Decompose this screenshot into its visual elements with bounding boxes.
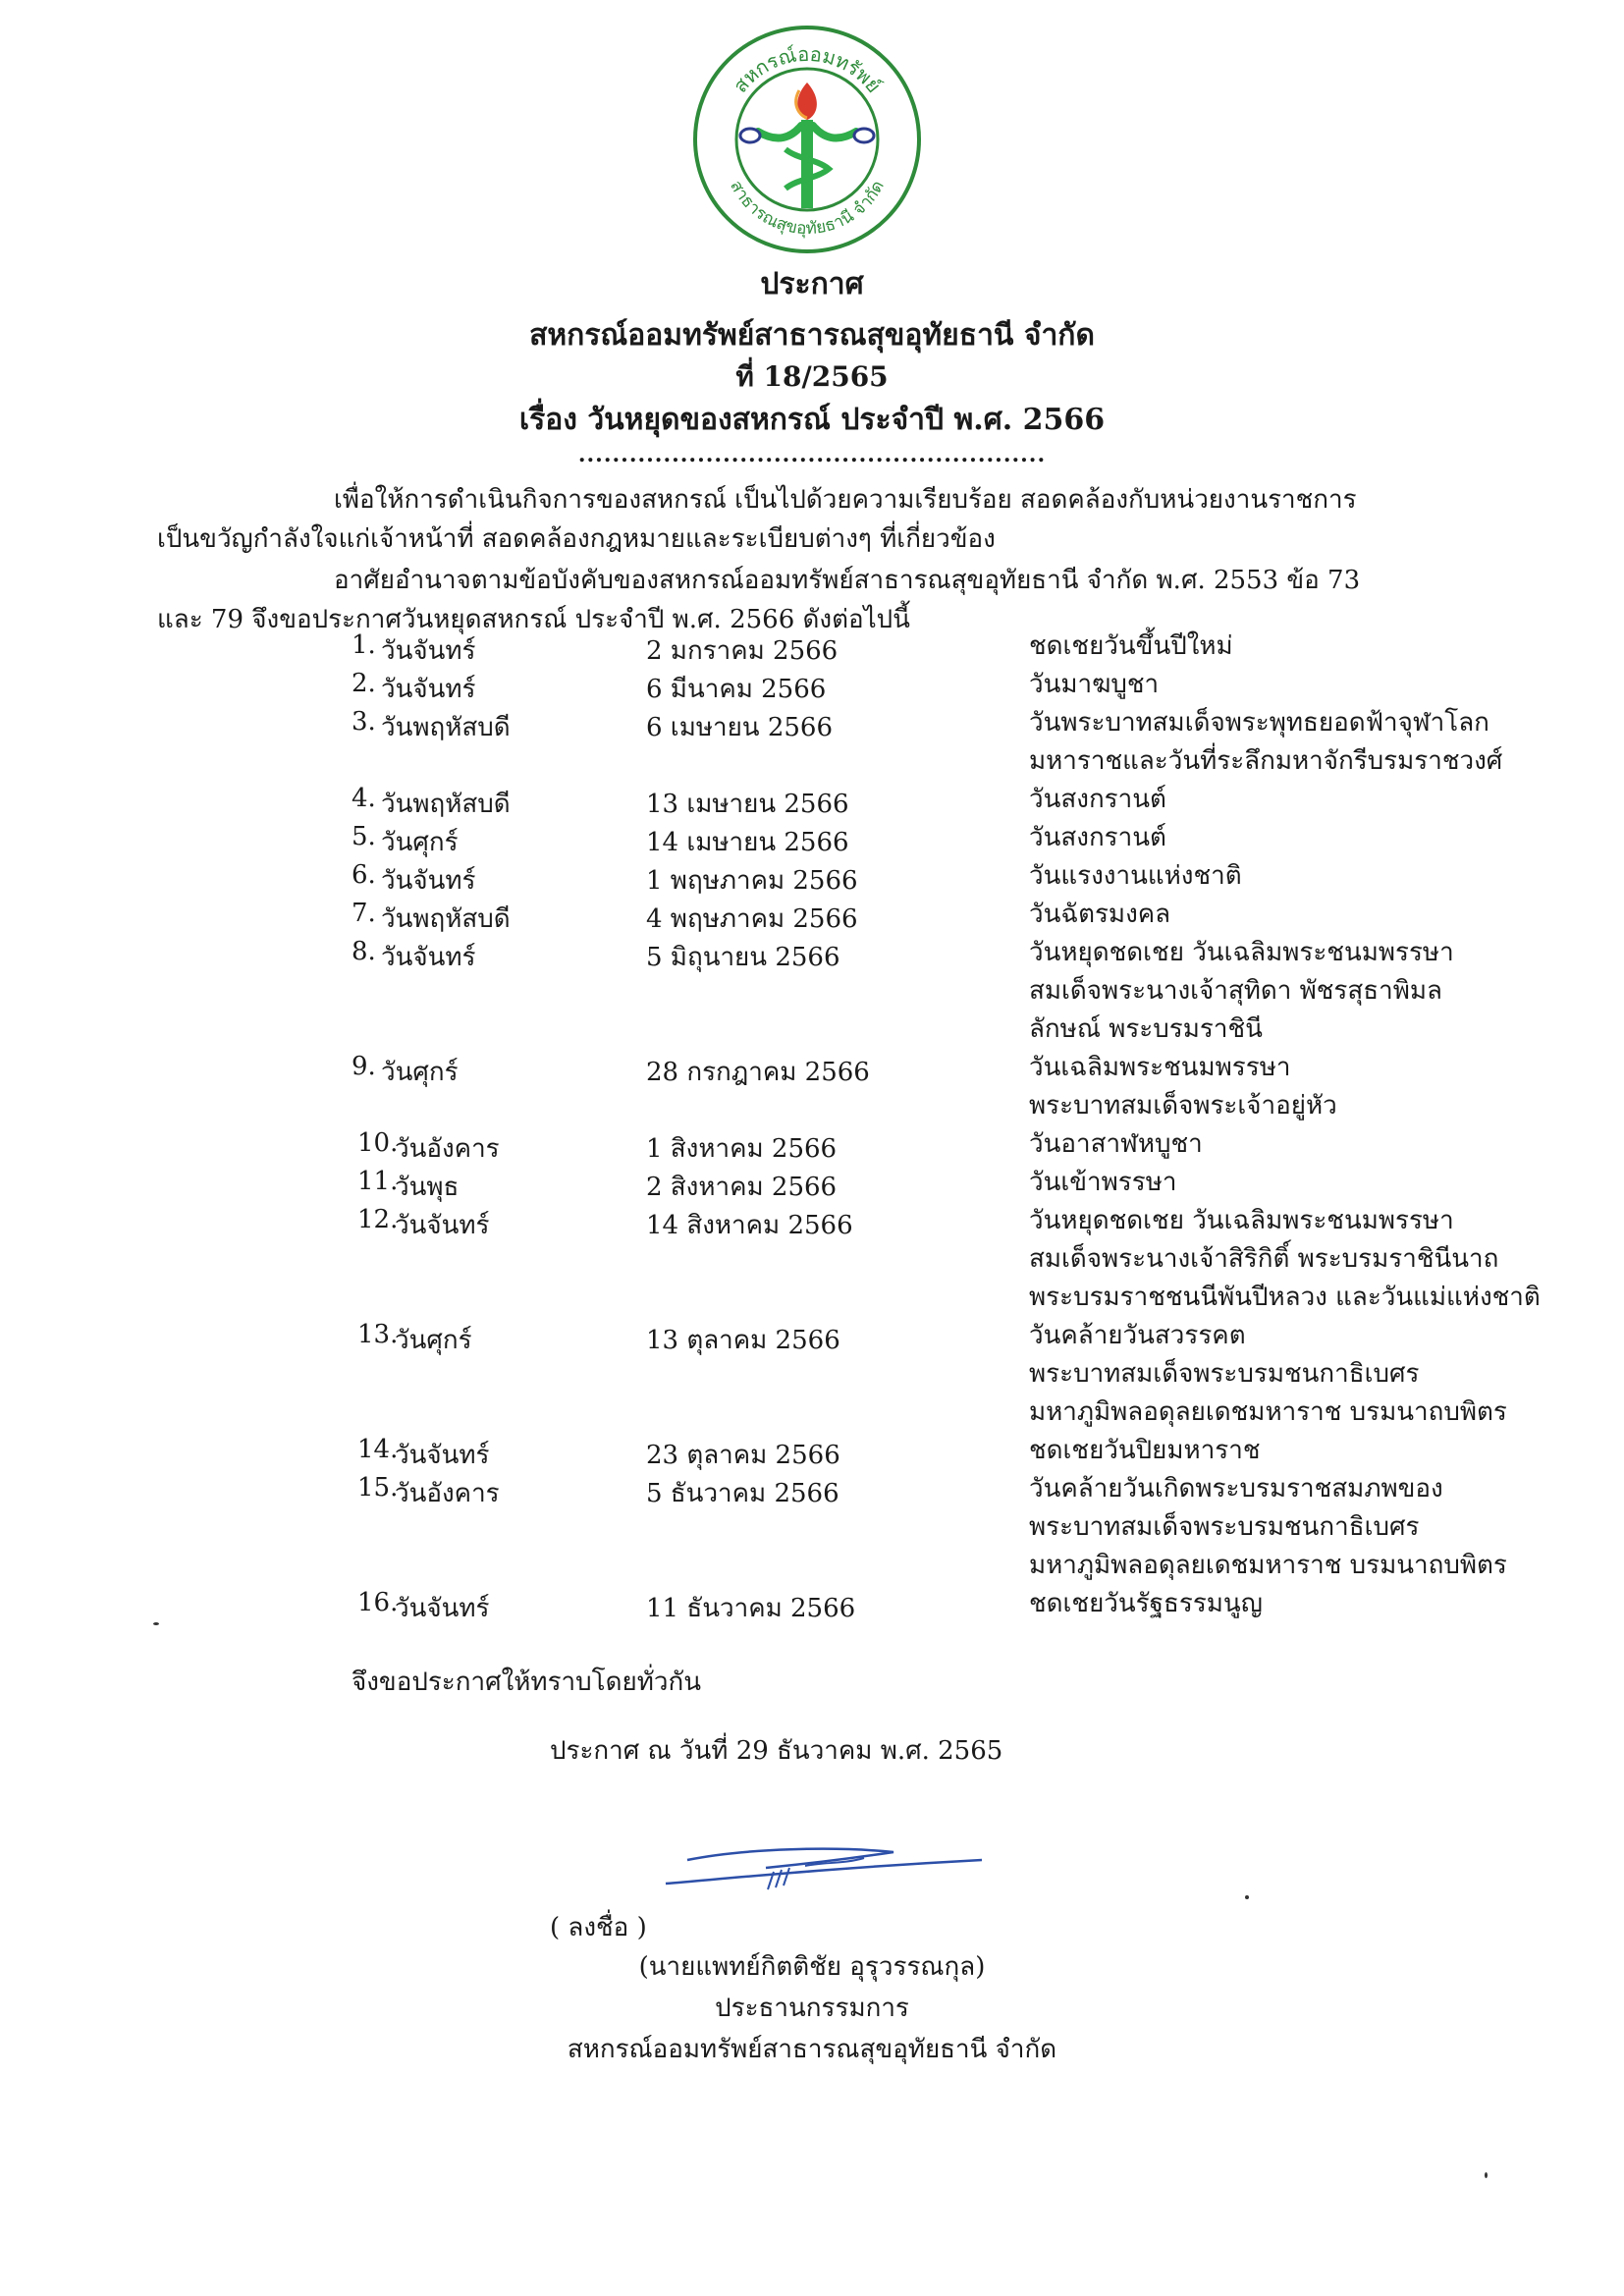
scan-speck xyxy=(1245,1895,1249,1899)
separator-dots: ....................................................... xyxy=(577,442,1047,467)
holiday-description xyxy=(1029,1164,1176,1202)
holiday-day: วันจันทร์ xyxy=(381,636,476,666)
holiday-description-line: มหาภูมิพลอดุลยเดชมหาราช บรมนาถบพิตร xyxy=(1029,1397,1507,1427)
holiday-number: 10. xyxy=(357,1128,399,1158)
holiday-description xyxy=(1029,1585,1263,1623)
holiday-day: วันอังคาร xyxy=(395,1479,500,1508)
holiday-date: 14 สิงหาคม 2566 xyxy=(646,1211,853,1240)
holiday-description-line: วันฉัตรมงคล xyxy=(1029,900,1171,929)
scan-speck xyxy=(153,1622,159,1625)
holiday-date: 23 ตุลาคม 2566 xyxy=(646,1441,840,1470)
holiday-number: 12. xyxy=(357,1205,399,1234)
holiday-number: 16. xyxy=(357,1588,399,1617)
holiday-day: วันพฤหัสบดี xyxy=(381,904,511,934)
handwritten-signature xyxy=(658,1838,992,1897)
holiday-number: 3. xyxy=(352,707,376,737)
holiday-description xyxy=(1029,857,1242,896)
holiday-description-line: วันเข้าพรรษา xyxy=(1029,1168,1177,1197)
holiday-number: 2. xyxy=(352,669,376,698)
holiday-description xyxy=(1029,1202,1541,1317)
holiday-date: 2 มกราคม 2566 xyxy=(646,636,839,666)
holiday-description-line: วันหยุดชดเชย วันเฉลิมพระชนมพรรษา xyxy=(1029,1206,1454,1235)
holiday-number: 7. xyxy=(352,899,376,928)
holiday-date: 11 ธันวาคม 2566 xyxy=(646,1594,856,1623)
holiday-number: 5. xyxy=(352,822,376,851)
holiday-day: วันศุกร์ xyxy=(381,828,459,857)
holiday-date: 1 พฤษภาคม 2566 xyxy=(646,866,858,896)
announcement-subject: เรื่อง วันหยุดของสหกรณ์ ประจำปี พ.ศ. 2566 xyxy=(518,403,1106,437)
holiday-description-line: วันเฉลิมพระชนมพรรษา xyxy=(1029,1053,1291,1082)
holiday-date: 13 เมษายน 2566 xyxy=(646,790,849,819)
holiday-description-line: วันคล้ายวันเกิดพระบรมราชสมภพของ xyxy=(1029,1474,1443,1503)
holiday-number: 8. xyxy=(352,937,376,966)
holiday-number: 11. xyxy=(357,1167,399,1196)
holiday-day: วันศุกร์ xyxy=(395,1326,472,1355)
holiday-number: 6. xyxy=(352,860,376,890)
holiday-date: 13 ตุลาคม 2566 xyxy=(646,1326,840,1355)
holiday-description-line: สมเด็จพระนางเจ้าสิริกิติ์ พระบรมราชินีนาถ xyxy=(1029,1244,1499,1274)
holiday-number: 9. xyxy=(352,1052,376,1081)
holiday-description xyxy=(1029,1317,1507,1432)
holiday-number: 14. xyxy=(357,1435,399,1464)
holiday-date: 2 สิงหาคม 2566 xyxy=(646,1173,838,1202)
holiday-description xyxy=(1029,1470,1507,1585)
holiday-description-line: วันพระบาทสมเด็จพระพุทธยอดฟ้าจุฬาโลก xyxy=(1029,708,1489,738)
scan-speck xyxy=(1485,2172,1488,2178)
holiday-description xyxy=(1029,704,1502,781)
holiday-day: วันจันทร์ xyxy=(381,675,476,704)
holiday-date: 5 ธันวาคม 2566 xyxy=(646,1479,839,1508)
organization-name: สหกรณ์ออมทรัพย์สาธารณสุขอุทัยธานี จำกัด xyxy=(529,318,1095,353)
holiday-description xyxy=(1029,666,1159,704)
holiday-description-line: วันอาสาฬหบูชา xyxy=(1029,1129,1203,1159)
holiday-description-line: มหาภูมิพลอดุลยเดชมหาราช บรมนาถบพิตร xyxy=(1029,1551,1507,1580)
holiday-description-line: วันหยุดชดเชย วันเฉลิมพระชนมพรรษา xyxy=(1029,938,1454,967)
holiday-description-line: ชดเชยวันรัฐธรรมนูญ xyxy=(1029,1589,1263,1618)
holiday-description-line: วันสงกรานต์ xyxy=(1029,823,1166,852)
signer-position: ประธานกรรมการ xyxy=(715,1994,909,2023)
holiday-day: วันพุธ xyxy=(395,1173,460,1202)
holiday-description-line: มหาราชและวันที่ระลึกมหาจักรีบรมราชวงศ์ xyxy=(1029,746,1503,776)
holiday-date: 14 เมษายน 2566 xyxy=(646,828,849,857)
logo-bottom-text: สาธารณสุขอุทัยธานี จำกัด xyxy=(726,177,889,240)
holiday-number: 15. xyxy=(357,1473,399,1503)
holiday-description-line: ชดเชยวันขึ้นปีใหม่ xyxy=(1029,631,1233,661)
signer-name: (นายแพทย์กิตติชัย อุรุวรรณกุล) xyxy=(638,1952,986,1982)
holiday-day: วันจันทร์ xyxy=(395,1211,490,1240)
holiday-day: วันจันทร์ xyxy=(395,1594,490,1623)
holiday-description xyxy=(1029,628,1233,666)
signed-label: ( ลงชื่อ ) xyxy=(550,1913,647,1942)
authority-line-1: อาศัยอำนาจตามข้อบังคับของสหกรณ์ออมทรัพย์สาธารณสุขอุทัยธานี จำกัด พ.ศ. 2553 ข้อ 73 xyxy=(334,566,1361,595)
holiday-description xyxy=(1029,896,1170,934)
holiday-description-line: วันมาฆบูชา xyxy=(1029,670,1160,699)
intro-line-1: เพื่อให้การดำเนินกิจการของสหกรณ์ เป็นไปด้วยความเรียบร้อย สอดคล้องกับหน่วยงานราชการ xyxy=(334,485,1357,515)
authority-line-2: และ 79 จึงขอประกาศวันหยุดสหกรณ์ ประจำปี พ.ศ. 2566 ดังต่อไปนี้ xyxy=(157,605,910,634)
announcement-number: ที่ 18/2565 xyxy=(735,360,889,393)
holiday-day: วันจันทร์ xyxy=(381,866,476,896)
logo-top-text: สหกรณ์ออมทรัพย์ xyxy=(728,41,887,97)
holiday-day: วันพฤหัสบดี xyxy=(381,790,511,819)
holiday-description-line: วันคล้ายวันสวรรคต xyxy=(1029,1321,1246,1350)
holiday-description-line: สมเด็จพระนางเจ้าสุทิดา พัชรสุธาพิมล xyxy=(1029,976,1442,1006)
holiday-description-line: ลักษณ์ พระบรมราชินี xyxy=(1029,1014,1263,1044)
holiday-description xyxy=(1029,1125,1203,1164)
holiday-number: 4. xyxy=(352,784,376,813)
holiday-description xyxy=(1029,781,1166,819)
holiday-day: วันจันทร์ xyxy=(395,1441,490,1470)
announcement-title: ประกาศ xyxy=(760,267,864,301)
holiday-date: 1 สิงหาคม 2566 xyxy=(646,1134,838,1164)
holiday-date: 6 เมษายน 2566 xyxy=(646,713,834,742)
announcement-date: ประกาศ ณ วันที่ 29 ธันวาคม พ.ศ. 2565 xyxy=(550,1736,1003,1766)
holiday-date: 4 พฤษภาคม 2566 xyxy=(646,904,858,934)
holiday-description-line: พระบาทสมเด็จพระเจ้าอยู่หัว xyxy=(1029,1091,1337,1121)
holiday-description-line: วันสงกรานต์ xyxy=(1029,785,1166,814)
cooperative-logo xyxy=(689,22,925,257)
holiday-description-line: ชดเชยวันปิยมหาราช xyxy=(1029,1436,1261,1465)
holiday-description xyxy=(1029,1049,1337,1125)
holiday-date: 6 มีนาคม 2566 xyxy=(646,675,827,704)
holiday-description xyxy=(1029,1432,1261,1470)
signer-organization: สหกรณ์ออมทรัพย์สาธารณสุขอุทัยธานี จำกัด xyxy=(567,2035,1057,2064)
holiday-number: 1. xyxy=(352,630,376,660)
intro-line-2: เป็นขวัญกำลังใจแก่เจ้าหน้าที่ สอดคล้องกฎหมายและระเบียบต่างๆ ที่เกี่ยวข้อง xyxy=(157,524,996,554)
holiday-date: 5 มิถุนายน 2566 xyxy=(646,943,840,972)
holiday-day: วันพฤหัสบดี xyxy=(381,713,511,742)
holiday-date: 28 กรกฎาคม 2566 xyxy=(646,1058,870,1087)
closing-statement: จึงขอประกาศให้ทราบโดยทั่วกัน xyxy=(352,1667,701,1697)
holiday-description-line: พระบาทสมเด็จพระบรมชนกาธิเบศร xyxy=(1029,1512,1420,1542)
holiday-description-line: วันแรงงานแห่งชาติ xyxy=(1029,861,1242,891)
holiday-description-line: พระบาทสมเด็จพระบรมชนกาธิเบศร xyxy=(1029,1359,1420,1389)
holiday-description xyxy=(1029,819,1166,857)
holiday-day: วันศุกร์ xyxy=(381,1058,459,1087)
holiday-day: วันอังคาร xyxy=(395,1134,500,1164)
holiday-description xyxy=(1029,934,1454,1049)
holiday-day: วันจันทร์ xyxy=(381,943,476,972)
holiday-description-line: พระบรมราชชนนีพันปีหลวง และวันแม่แห่งชาติ xyxy=(1029,1283,1541,1312)
holiday-number: 13. xyxy=(357,1320,399,1349)
